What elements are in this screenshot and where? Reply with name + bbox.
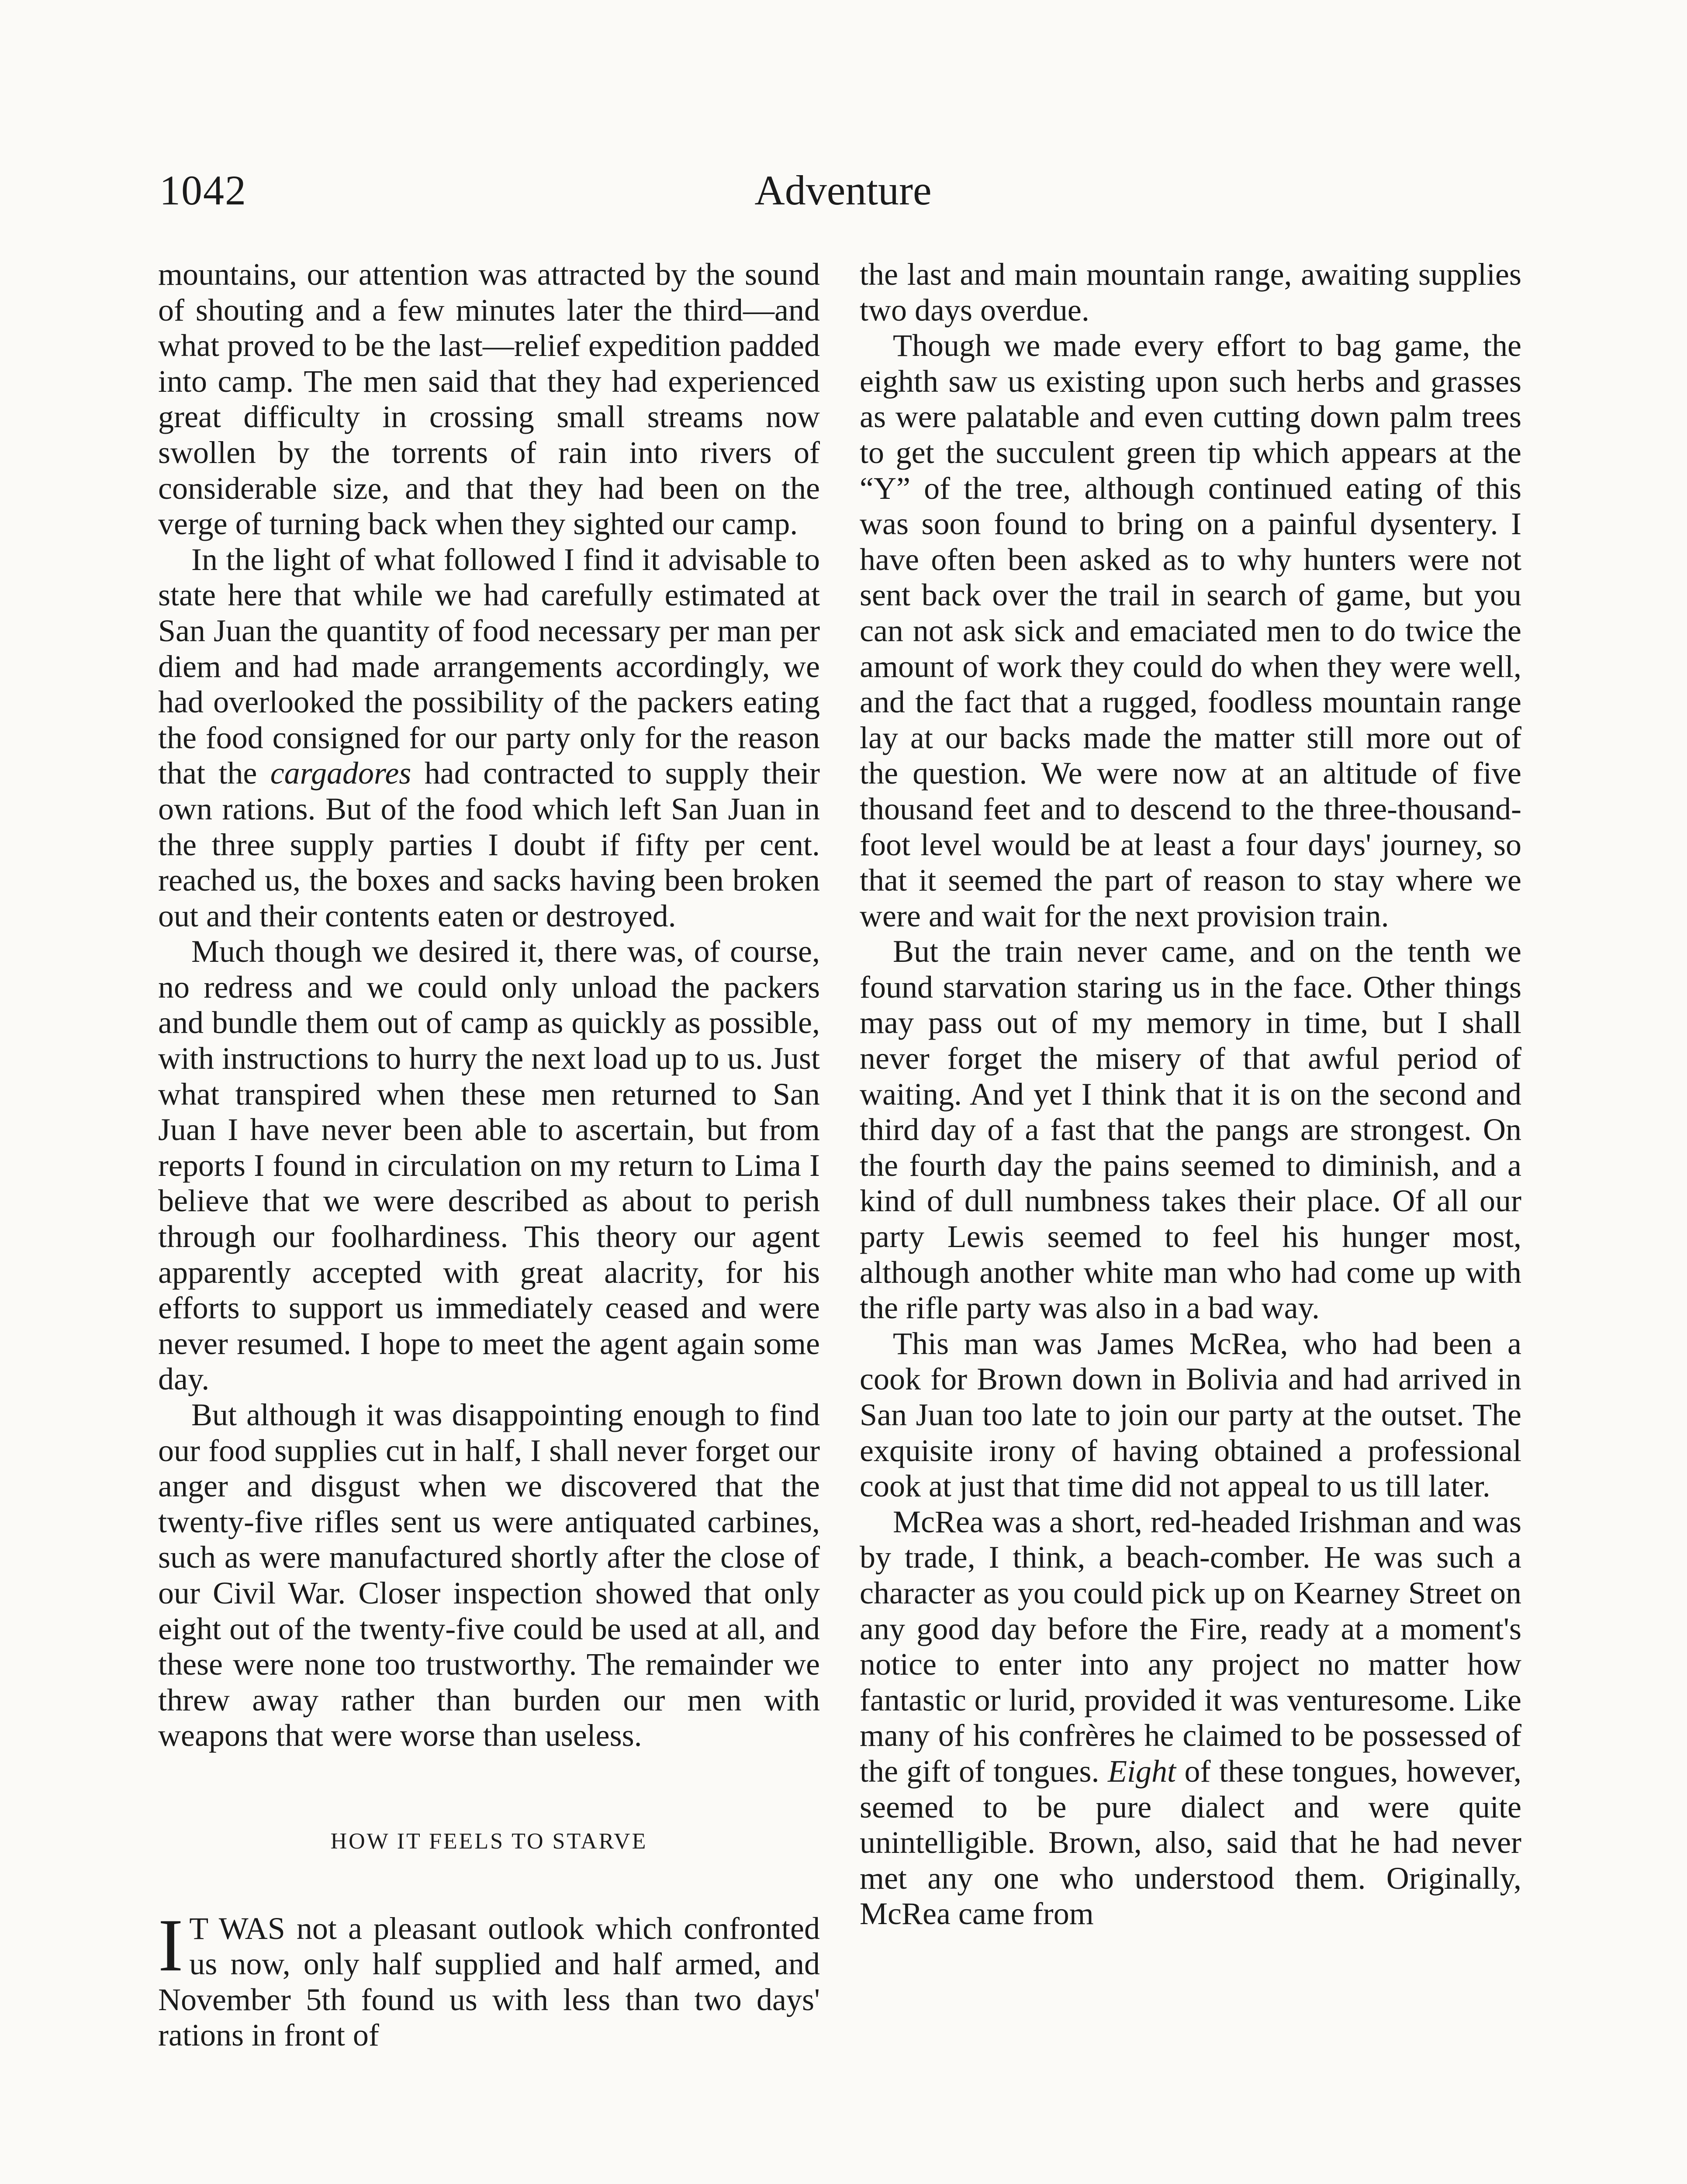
paragraph-text: In the light of what followed I find it advisable to state here that while we had carefully estimated at San Juan the quantity of food necessary per man per diem and had made arrangements accordingly, we had overlooked the possibility of the packers eating the food consigned for our party only for the reason that the bbox=[158, 542, 820, 791]
paragraph: mountains, our attention was attracted by the sound of shouting and a few minutes later the third—and what proved to be the last—relief expedition padded into camp. The men said that they had experienced great difficulty in crossing small streams now swollen by the torrents of rain into rivers of considerable size, and that they had been on the verge of turning back when they sighted our camp. bbox=[158, 257, 820, 542]
italic-word: cargadores bbox=[270, 756, 411, 791]
paragraph: Much though we desired it, there was, of course, no redress and we could only unload the packers and bundle them out of camp as quickly as possible, with instructions to hurry the next load up to us. Just what transpired when these men returned to San Juan I have never been able to ascertain, but from reports I found in circulation on my return to Lima I believe that we were described as about to perish through our foolhardiness. This theory our agent apparently accepted with great alacrity, for his efforts to support us immediately ceased and were never resumed. I hope to meet the agent again some day. bbox=[158, 934, 820, 1397]
running-title: Adventure bbox=[754, 167, 932, 214]
paragraph bbox=[158, 1904, 820, 2053]
drop-cap: I bbox=[158, 1904, 183, 1987]
right-column bbox=[860, 257, 1521, 1932]
left-column bbox=[158, 257, 820, 2053]
paragraph: But although it was disappointing enough to find our food supplies cut in half, I shall never forget our anger and disgust when we discovered that the twenty-five rifles sent us were antiquated carbines, such as were manufactured shortly after the close of our Civil War. Closer inspection showed that only eight out of the twenty-five could be used at all, and these were none too trustworthy. The remainder we threw away rather than burden our men with weapons that were worse than useless. bbox=[158, 1397, 820, 1753]
paragraph-text: T WAS not a pleasant outlook which confronted us now, only half supplied and half armed, and November 5th found us with less than two days' rations in front of bbox=[158, 1911, 820, 2053]
paragraph-text: of these tongues, however, seemed to be pure dialect and were quite unintelligible. Brown, also, said that he had never met any one who understood them. Originally, McRea came from bbox=[860, 1753, 1521, 1932]
paragraph bbox=[860, 1504, 1521, 1932]
paragraph: the last and main mountain range, awaiting supplies two days overdue. bbox=[860, 257, 1521, 328]
paragraph: But the train never came, and on the tenth we found starvation staring us in the face. Other things may pass out of my memory in time, but I shall never forget the misery of that awful period of waiting. And yet I think that it is on the second and third day of a fast that the pangs are strongest. On the fourth day the pains seemed to diminish, and a kind of dull numbness takes their place. Of all our party Lewis seemed to feel his hunger most, although another white man who had come up with the rifle party was also in a bad way. bbox=[860, 934, 1521, 1326]
paragraph-text: had contracted to supply their own rations. But of the food which left San Juan in the three supply parties I doubt if fifty per cent. reached us, the boxes and sacks having been broken out and their contents eaten or destroyed. bbox=[158, 756, 820, 933]
paragraph: This man was James McRea, who had been a cook for Brown down in Bolivia and had arrived in San Juan too late to join our party at the outset. The exquisite irony of having obtained a professional cook at just that time did not appeal to us till later. bbox=[860, 1326, 1521, 1504]
page-number: 1042 bbox=[159, 167, 247, 214]
paragraph-text: McRea was a short, red-headed Irishman and was by trade, I think, a beach-comber. He was such a character as you could pick up on Kearney Street on any good day before the Fire, ready at a moment's notice to enter into any project no matter how fantastic or lurid, provided it was venturesome. Like many of his confrères he claimed to be possessed of the gift of tongues. bbox=[860, 1504, 1521, 1789]
section-heading: HOW IT FEELS TO STARVE bbox=[330, 1828, 648, 1854]
page-header bbox=[159, 166, 1527, 232]
italic-word: Eight bbox=[1108, 1753, 1176, 1789]
paragraph bbox=[158, 542, 820, 934]
paragraph: Though we made every effort to bag game, the eighth saw us existing upon such herbs and grasses as were palatable and even cutting down palm trees to get the succulent green tip which appears at the “Y” of the tree, although continued eating of this was soon found to bring on a painful dysentery. I have often been asked as to why hunters were not sent back over the trail in search of game, but you can not ask sick and emaciated men to do twice the amount of work they could do when they were well, and the fact that a rugged, foodless mountain range lay at our backs made the matter still more out of the question. We were now at an altitude of five thousand feet and to descend to the three-thousand-foot level would be at least a four days' journey, so that it seemed the part of reason to stay where we were and wait for the next provision train. bbox=[860, 328, 1521, 933]
